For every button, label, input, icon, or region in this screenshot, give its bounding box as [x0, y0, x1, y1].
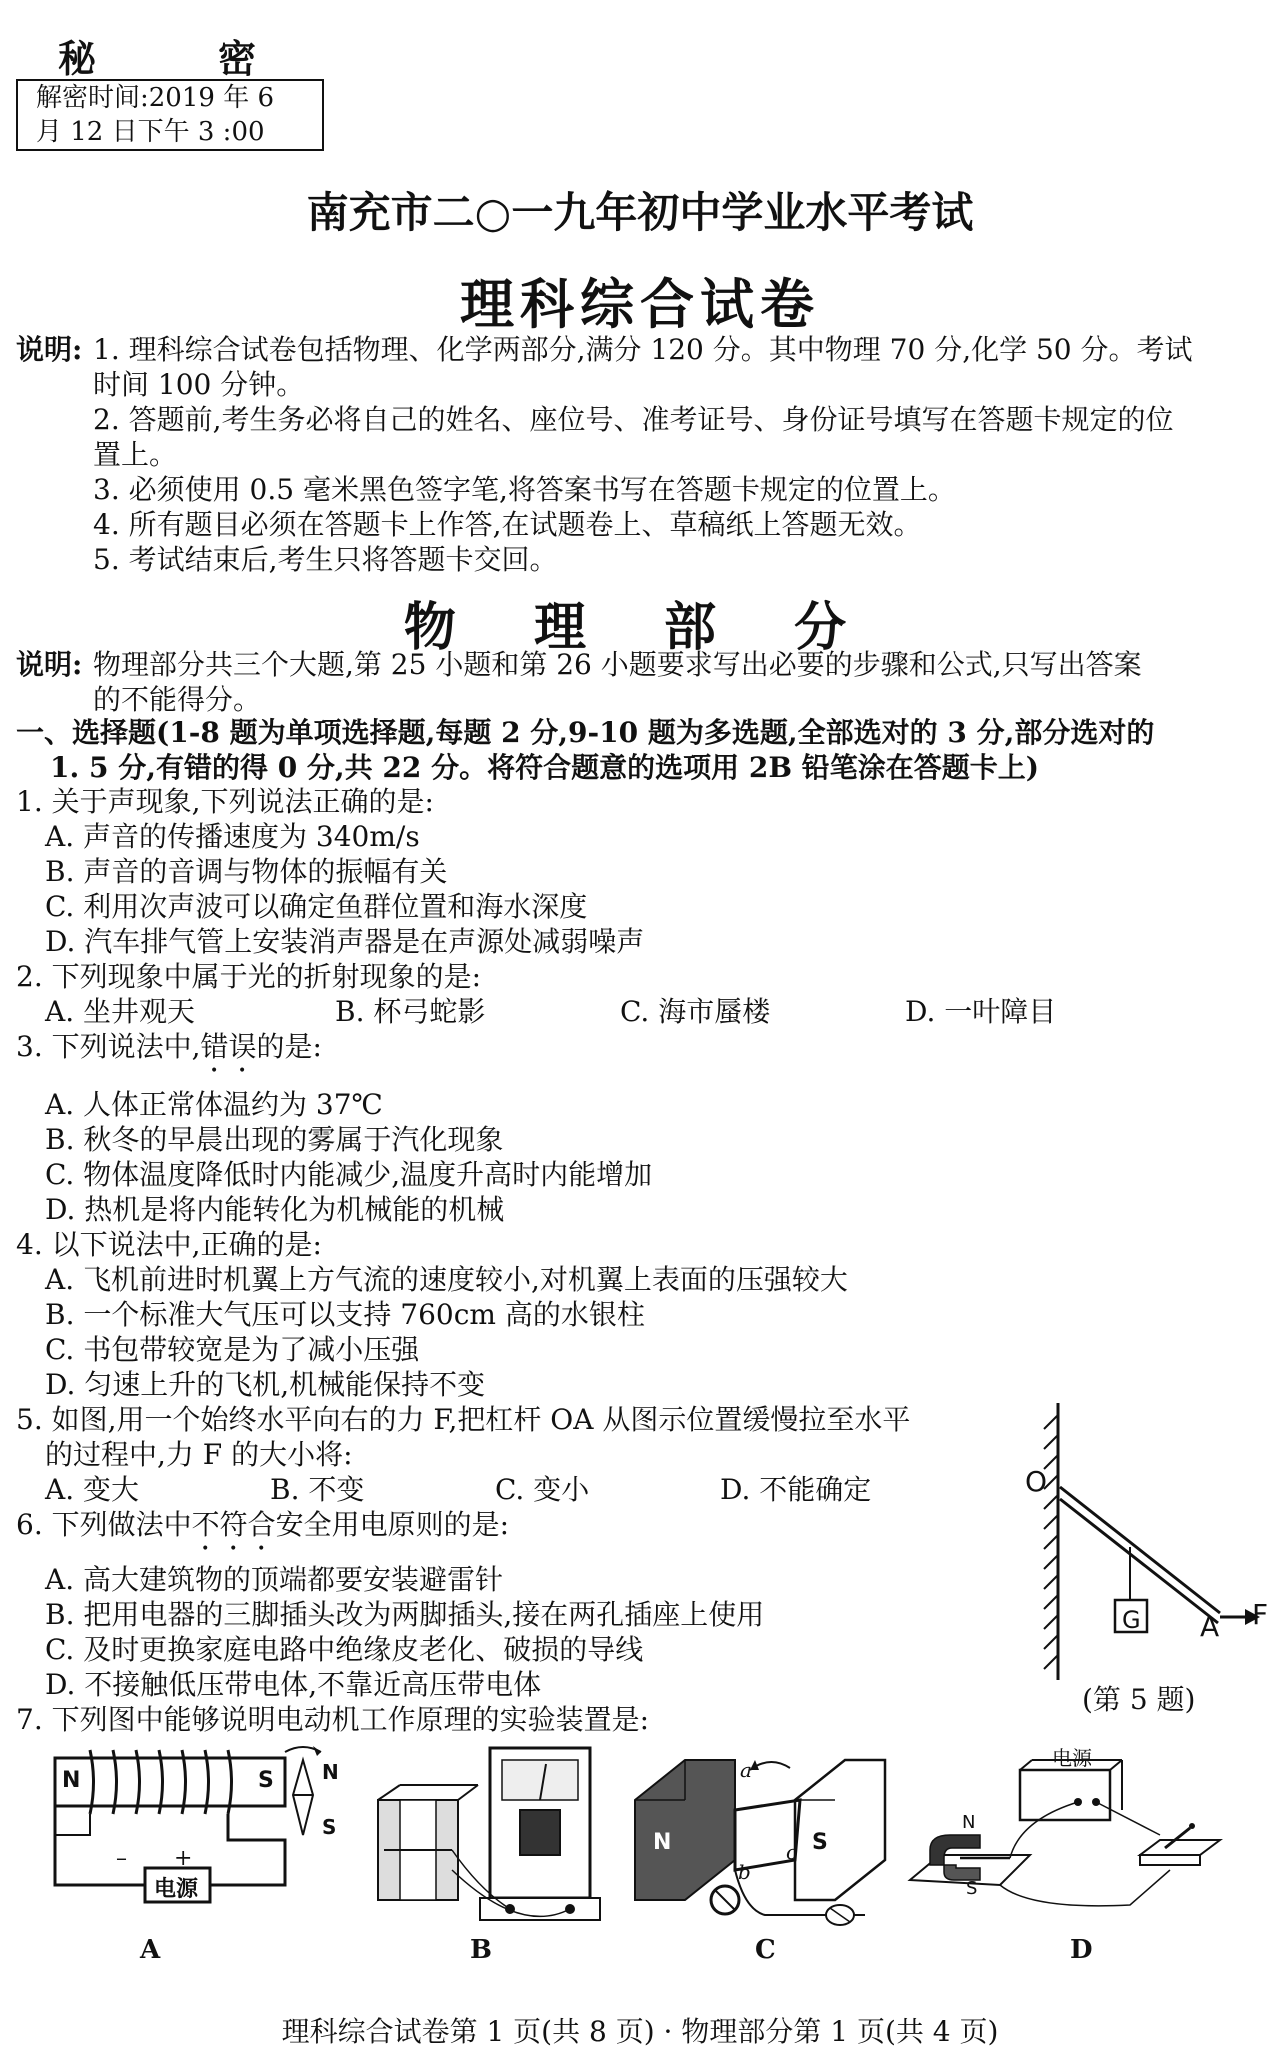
exam-subtitle: 理科综合试卷 [460, 272, 820, 336]
q3-stem-emphasis: 错误 [200, 1030, 257, 1063]
q7-caption-c: C [755, 1935, 776, 1965]
q7-caption-d: D [1070, 1935, 1093, 1965]
q7c-label-n: N [653, 1830, 672, 1855]
q6-stem [16, 1508, 509, 1557]
exam-title: 南充市二○一九年初中学业水平考试 [306, 188, 974, 237]
q5-label-g: G [1122, 1606, 1141, 1634]
section-note-line-1: 物理部分共三个大题,第 25 小题和第 26 小题要求写出必要的步骤和公式,只写出答案 [93, 648, 1142, 681]
q3-stem-post: 的是: [256, 1030, 322, 1063]
secret-char-2: 密 [218, 36, 259, 81]
q7a-label-s: S [258, 1768, 274, 1793]
q7a-needle-s: S [322, 1815, 337, 1839]
q5-label-f: F [1252, 1598, 1269, 1631]
q1-option-a: A. 声音的传播速度为 340m/s [45, 820, 420, 853]
q7c-label-b: b [738, 1860, 751, 1884]
section-note-label: 说明: [16, 648, 83, 681]
q5-stem-1: 5. 如图,用一个始终水平向右的力 F,把杠杆 OA 从图示位置缓慢拉至水平 [16, 1403, 911, 1436]
q6-option-a: A. 高大建筑物的顶端都要安装避雷针 [45, 1563, 504, 1596]
q7d-label-power: 电源 [1052, 1746, 1092, 1770]
instruction-line-3: 2. 答题前,考生务必将自己的姓名、座位号、准考证号、身份证号填写在答题卡规定的位 [93, 403, 1174, 436]
q5-label-o: O [1025, 1465, 1048, 1498]
part1-heading-1: 一、选择题(1-8 题为单项选择题,每题 2 分,9-10 题为多选题,全部选对的 3 分,部分选对的 [16, 716, 1155, 749]
q3-option-a: A. 人体正常体温约为 37℃ [45, 1088, 383, 1121]
q3-option-c: C. 物体温度降低时内能减少,温度升高时内能增加 [45, 1158, 653, 1191]
q2-stem: 2. 下列现象中属于光的折射现象的是: [16, 960, 482, 993]
q6-stem-post: 安全用电原则的是: [275, 1508, 510, 1541]
q4-option-b: B. 一个标准大气压可以支持 760cm 高的水银柱 [45, 1298, 645, 1331]
q2-option-c: C. 海市蜃楼 [620, 995, 771, 1028]
q7d-label-n: N [962, 1812, 976, 1833]
q2-option-b: B. 杯弓蛇影 [335, 995, 486, 1028]
section-title: 物 理 部 分 [403, 597, 877, 658]
part1-heading-2: 1. 5 分,有错的得 0 分,共 22 分。将符合题意的选项用 2B 铅笔涂在答题卡上) [50, 751, 1040, 784]
q6-stem-pre: 6. 下列做法中 [16, 1508, 192, 1541]
q7-caption-a: A [140, 1935, 161, 1965]
q4-option-d: D. 匀速上升的飞机,机械能保持不变 [45, 1368, 486, 1401]
q4-stem: 4. 以下说法中,正确的是: [16, 1228, 322, 1261]
q7-figure-b-galvanometer [370, 1740, 610, 1940]
q5-figure-caption: (第 5 题) [1082, 1683, 1196, 1716]
q6-option-d: D. 不接触低压带电体,不靠近高压带电体 [45, 1668, 542, 1701]
q6-option-b: B. 把用电器的三脚插头改为两脚插头,接在两孔插座上使用 [45, 1598, 765, 1631]
q1-option-c: C. 利用次声波可以确定鱼群位置和海水深度 [45, 890, 588, 923]
q6-option-c: C. 及时更换家庭电路中绝缘皮老化、破损的导线 [45, 1633, 644, 1666]
q7d-label-s: S [966, 1878, 978, 1899]
q4-option-c: C. 书包带较宽是为了减小压强 [45, 1333, 420, 1366]
q1-option-b: B. 声音的音调与物体的振幅有关 [45, 855, 448, 888]
q7c-label-s: S [812, 1830, 828, 1855]
q5-option-a: A. 变大 [45, 1473, 140, 1506]
instruction-line-5: 3. 必须使用 0.5 毫米黑色签字笔,将答案书写在答题卡规定的位置上。 [93, 473, 956, 506]
q3-option-d: D. 热机是将内能转化为机械能的机械 [45, 1193, 505, 1226]
unseal-line-2: 月 12 日下午 3 :00 [36, 117, 265, 147]
q7a-needle-n: N [322, 1760, 339, 1784]
secret-char-1: 秘 [58, 36, 99, 81]
q4-option-a: A. 飞机前进时机翼上方气流的速度较小,对机翼上表面的压强较大 [45, 1263, 848, 1296]
section-note-line-2: 的不能得分。 [93, 683, 262, 716]
q6-stem-emphasis: 不符合 [191, 1508, 276, 1541]
q7a-label-plus: + [174, 1846, 193, 1871]
q3-stem-pre: 3. 下列说法中, [16, 1030, 201, 1063]
q7c-label-a: a [740, 1758, 752, 1782]
q7-stem: 7. 下列图中能够说明电动机工作原理的实验装置是: [16, 1703, 650, 1736]
instructions-label: 说明: [16, 333, 83, 366]
unseal-line-1: 解密时间:2019 年 6 [36, 83, 274, 113]
page-footer: 理科综合试卷第 1 页(共 8 页) · 物理部分第 1 页(共 4 页) [281, 2015, 999, 2048]
q7a-label-n: N [62, 1768, 81, 1793]
q5-stem-2: 的过程中,力 F 的大小将: [45, 1438, 353, 1471]
q1-stem: 1. 关于声现象,下列说法正确的是: [16, 785, 434, 818]
instruction-line-1: 1. 理科综合试卷包括物理、化学两部分,满分 120 分。其中物理 70 分,化学 50 分。考试 [93, 333, 1193, 366]
q7-figure-a-solenoid [45, 1740, 365, 1940]
q3-option-b: B. 秋冬的早晨出现的雾属于汽化现象 [45, 1123, 504, 1156]
secret-mark [58, 28, 258, 83]
instruction-line-4: 置上。 [93, 438, 178, 471]
q7-caption-b: B [470, 1935, 492, 1965]
q2-option-d: D. 一叶障目 [905, 995, 1057, 1028]
q7c-label-c: c [786, 1840, 798, 1864]
instruction-line-2: 时间 100 分钟。 [93, 368, 305, 401]
q7a-label-minus: – [116, 1846, 127, 1871]
q2-option-a: A. 坐井观天 [45, 995, 196, 1028]
q5-option-c: C. 变小 [495, 1473, 590, 1506]
q3-stem [16, 1030, 322, 1079]
q5-option-b: B. 不变 [270, 1473, 365, 1506]
q5-option-d: D. 不能确定 [720, 1473, 872, 1506]
unseal-time-box [16, 79, 324, 151]
q7a-label-power: 电源 [154, 1876, 199, 1902]
q1-option-d: D. 汽车排气管上安装消声器是在声源处减弱噪声 [45, 925, 645, 958]
q5-label-a: A [1200, 1610, 1220, 1643]
instruction-line-7: 5. 考试结束后,考生只将答题卡交回。 [93, 543, 558, 576]
instruction-line-6: 4. 所有题目必须在答题卡上作答,在试题卷上、草稿纸上答题无效。 [93, 508, 922, 541]
